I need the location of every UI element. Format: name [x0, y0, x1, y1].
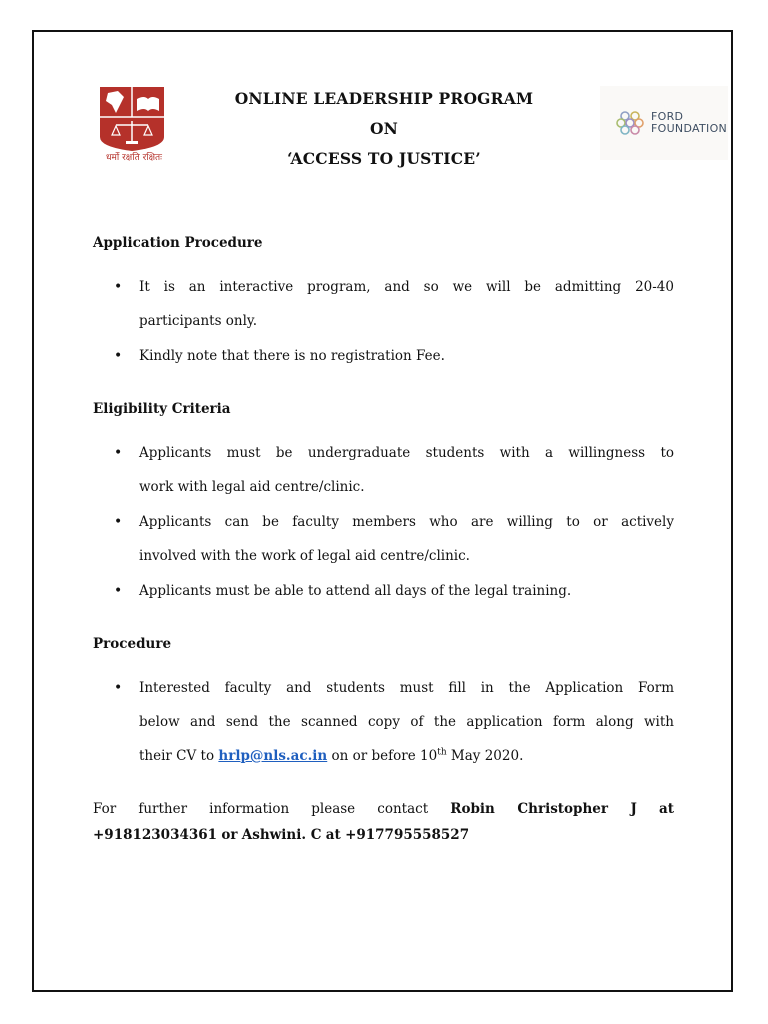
bullet-icon: • — [114, 514, 123, 530]
bullet-icon: • — [114, 680, 123, 696]
list-item-line: Applicants must be able to attend all days of the legal training. — [139, 583, 572, 599]
program-subtitle: ‘ACCESS TO JUSTICE’ — [287, 149, 481, 168]
bullet-icon: • — [114, 445, 123, 461]
heading-eligibility-criteria: Eligibility Criteria — [93, 401, 231, 417]
list-item-line: Applicants must be undergraduate students with a willingness to — [139, 445, 674, 461]
program-title: ONLINE LEADERSHIP PROGRAM — [234, 89, 534, 108]
ford-logo-line2: FOUNDATION — [651, 122, 728, 135]
ford-logo-line1: FORD — [651, 110, 684, 123]
list-item-line: It is an interactive program, and so we will be admitting 20-40 — [139, 279, 674, 295]
list-item-line: participants only. — [139, 313, 258, 329]
list-item-line: Kindly note that there is no registration Fee. — [139, 348, 445, 364]
list-item-line: Applicants can be faculty members who are willing to or actively — [139, 514, 674, 530]
heading-procedure: Procedure — [93, 636, 172, 652]
list-item — [139, 574, 674, 608]
procedure-month-text: May 2020. — [450, 748, 524, 764]
emblem-motto: धर्मो रक्षति रक्षितः — [106, 153, 162, 163]
list-item — [139, 436, 674, 504]
heading-application-procedure: Application Procedure — [93, 235, 263, 251]
contact-paragraph — [93, 796, 674, 848]
contact-phone-2: +917795558527 — [345, 827, 470, 843]
date-superscript: th — [437, 747, 447, 758]
list-item-line: involved with the work of legal aid centre/clinic. — [139, 548, 470, 564]
contact-or: or — [221, 827, 238, 843]
program-title-on: ON — [369, 119, 399, 138]
list-item — [139, 270, 674, 338]
bullet-icon: • — [114, 348, 123, 364]
procedure-cv-text: their CV to — [139, 748, 215, 764]
list-item — [139, 505, 674, 573]
list-item-line: work with legal aid centre/clinic. — [139, 479, 365, 495]
list-item — [139, 671, 674, 773]
bullet-icon: • — [114, 279, 123, 295]
list-item — [139, 339, 674, 373]
contact-prefix: For further information please contact — [93, 801, 429, 817]
ford-foundation-mark-icon — [615, 108, 645, 138]
bullet-icon: • — [114, 583, 123, 599]
contact-line-2 — [93, 822, 674, 848]
procedure-date-text: on or before 10 — [331, 748, 438, 764]
email-link[interactable]: hrlp@nls.ac.in — [218, 748, 328, 764]
contact-at-2: at — [325, 827, 341, 843]
list-item-line: below and send the scanned copy of the application form along with — [139, 714, 674, 730]
contact-name-1: Robin Christopher J — [450, 801, 637, 817]
list-item-line — [139, 739, 674, 773]
list-item-line: Interested faculty and students must fill in the Application Form — [139, 680, 674, 696]
contact-line-1 — [93, 796, 674, 822]
contact-phone-1: +918123034361 — [93, 827, 218, 843]
contact-at-1: at — [659, 801, 675, 817]
contact-name-2: Ashwini. C — [241, 827, 322, 843]
